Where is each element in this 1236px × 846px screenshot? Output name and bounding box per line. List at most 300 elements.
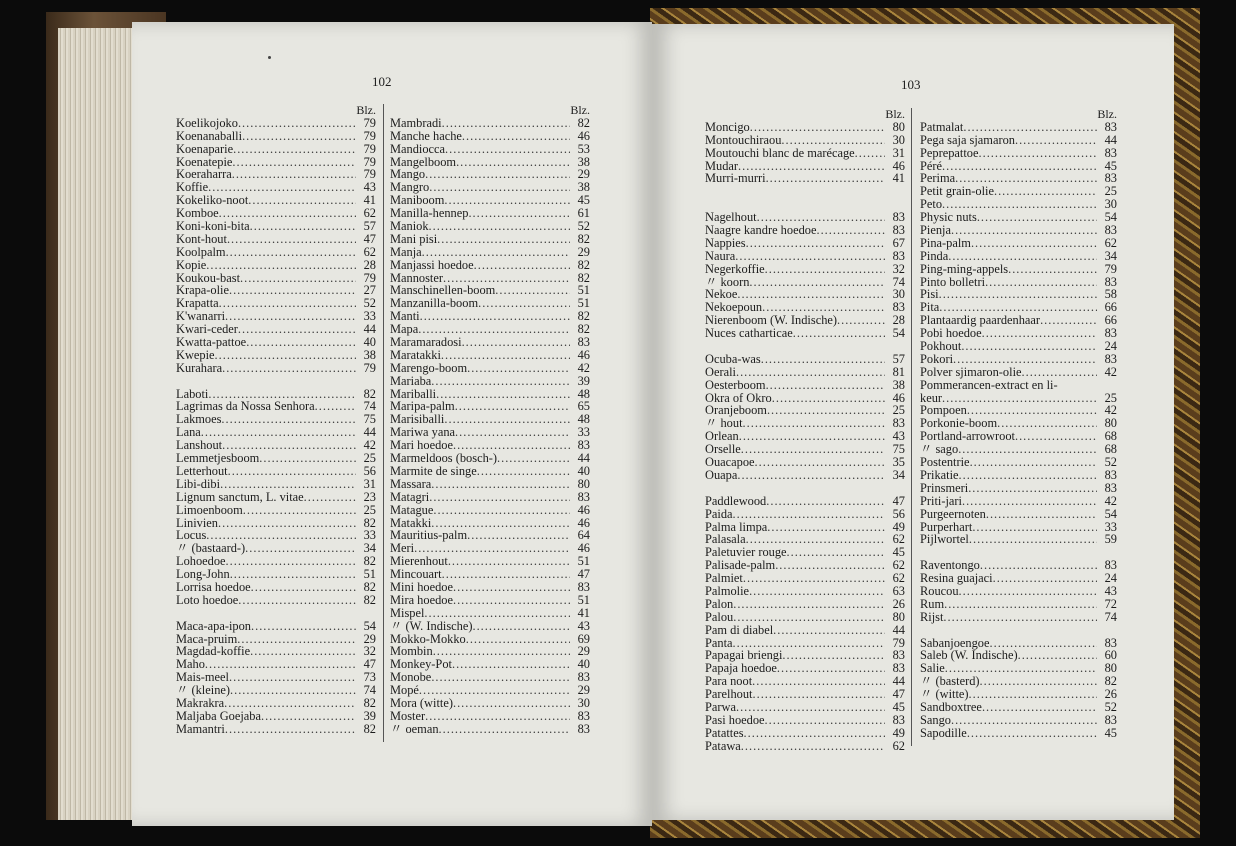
entry-term: Kont-hout [176, 231, 227, 246]
entry-term: Manche hache [390, 128, 462, 143]
leader-dots [453, 581, 570, 594]
leader-dots [224, 697, 356, 710]
entry-term: Nagelhout [705, 210, 757, 225]
entry-page: 38 [577, 154, 590, 169]
entry-term: Mispel [390, 605, 425, 620]
entry-page: 53 [577, 141, 590, 156]
entry-page: 82 [577, 309, 590, 324]
entry-page: 82 [363, 579, 376, 594]
entry-page: 44 [892, 622, 905, 637]
entry-term: Moutouchi blanc de marécage [705, 145, 855, 160]
index-entry [390, 310, 590, 323]
leader-dots [982, 327, 1097, 340]
entry-page: 52 [1104, 699, 1117, 714]
entry-page: 64 [577, 528, 590, 543]
leader-dots [767, 404, 885, 417]
entry-term: Manjassi hoedoe [390, 257, 474, 272]
entry-page: 30 [1104, 197, 1117, 212]
entry-page: 45 [1104, 725, 1117, 740]
index-entry [176, 349, 376, 362]
entry-page: 25 [1104, 390, 1117, 405]
entry-page: 51 [577, 296, 590, 311]
entry-term: Orlean [705, 429, 739, 444]
index-entry [920, 250, 1117, 263]
column-divider [383, 104, 384, 742]
leader-dots [467, 529, 570, 542]
entry-page: 48 [577, 412, 590, 427]
index-entry [176, 594, 376, 607]
leader-dots [431, 671, 570, 684]
entry-term: Prikatie [920, 467, 959, 482]
entry-term: Lignum sanctum, L. vitae [176, 489, 304, 504]
index-entry [920, 611, 1117, 624]
leader-dots [749, 585, 885, 598]
entry-term: Roucou [920, 583, 959, 598]
entry-term: 〃 (witte) [920, 687, 969, 702]
index-entry [176, 465, 376, 478]
leader-dots [765, 263, 885, 276]
entry-page: 83 [892, 661, 905, 676]
entry-page: 39 [363, 708, 376, 723]
entry-term: Nappies [705, 235, 746, 250]
entry-page: 42 [1104, 364, 1117, 379]
leader-dots [1022, 366, 1097, 379]
index-entry [920, 585, 1117, 598]
entry-term: Paida [705, 506, 733, 521]
entry-page: 44 [1104, 132, 1117, 147]
leader-dots [781, 134, 885, 147]
entry-page: 83 [892, 300, 905, 315]
leader-dots [959, 585, 1097, 598]
leader-dots [736, 701, 885, 714]
index-entry [390, 336, 590, 349]
index-entry [176, 491, 376, 504]
entry-page: 46 [577, 515, 590, 530]
leader-dots [1015, 134, 1097, 147]
leader-dots [420, 310, 570, 323]
entry-term: Palmolie [705, 583, 750, 598]
entry-page: 41 [363, 193, 376, 208]
index-entry [390, 117, 590, 130]
entry-term: Mora (witte) [390, 695, 453, 710]
entry-term: Matakki [390, 515, 432, 530]
entry-page: 51 [577, 283, 590, 298]
index-entry [176, 607, 376, 620]
index-entry [176, 504, 376, 517]
entry-page: 61 [577, 206, 590, 221]
leader-dots [962, 495, 1097, 508]
entry-page: 51 [363, 567, 376, 582]
leader-dots [232, 156, 356, 169]
leader-dots [787, 546, 885, 559]
leader-dots [743, 572, 885, 585]
index-column-2 [390, 104, 590, 736]
entry-term: Libi-dibi [176, 476, 221, 491]
entry-page: 34 [1104, 248, 1117, 263]
entry-term: Pienja [920, 223, 951, 238]
leader-dots [958, 443, 1097, 456]
index-entry [176, 130, 376, 143]
entry-term: Monobe [390, 670, 432, 685]
entry-term: Purperhart [920, 519, 973, 534]
leader-dots [741, 443, 885, 456]
entry-term: Pijlwortel [920, 532, 969, 547]
leader-dots [452, 658, 570, 671]
leader-dots [944, 598, 1097, 611]
entry-term: Marisiballi [390, 412, 445, 427]
entry-term: Naura [705, 248, 736, 263]
leader-dots [477, 465, 570, 478]
entry-term: Manschinellen-boom [390, 283, 496, 298]
leader-dots [225, 723, 356, 736]
leader-dots [752, 675, 885, 688]
leader-dots [782, 649, 885, 662]
entry-page: 83 [1104, 712, 1117, 727]
entry-page: 62 [363, 244, 376, 259]
leader-dots [455, 400, 570, 413]
entry-page: 80 [892, 119, 905, 134]
entry-page: 82 [363, 695, 376, 710]
entry-page: 44 [892, 674, 905, 689]
leader-dots [986, 508, 1097, 521]
entry-term: Koenatepie [176, 154, 233, 169]
entry-page: 52 [577, 219, 590, 234]
entry-term: Para noot [705, 674, 753, 689]
leader-dots [967, 727, 1097, 740]
entry-term: Pita [920, 300, 940, 315]
entry-term: Parelhout [705, 687, 753, 702]
entry-page: 83 [1104, 326, 1117, 341]
leader-dots [433, 504, 570, 517]
leader-dots [733, 508, 885, 521]
entry-page: 74 [1104, 609, 1117, 624]
leader-dots [495, 284, 570, 297]
index-entry [390, 620, 590, 633]
entry-term: Koenanaballi [176, 128, 243, 143]
entry-page: 38 [892, 377, 905, 392]
entry-term: Mierenhout [390, 554, 448, 569]
index-entry [705, 353, 905, 366]
index-entry [705, 121, 905, 134]
index-entry [705, 495, 905, 508]
entry-term: Lorrisa hoedoe [176, 579, 251, 594]
entry-page: 43 [1104, 583, 1117, 598]
leader-dots [232, 168, 356, 181]
entry-term: Manilla-hennep [390, 206, 469, 221]
leader-dots [816, 224, 885, 237]
entry-term: Long-John [176, 567, 230, 582]
pencil-mark [268, 56, 271, 59]
entry-page: 74 [892, 274, 905, 289]
entry-page: 46 [577, 541, 590, 556]
entry-page: 80 [892, 609, 905, 624]
entry-term: Laboti [176, 386, 209, 401]
leader-dots [980, 559, 1097, 572]
entry-term: Mombin [390, 644, 433, 659]
leader-dots [1018, 649, 1097, 662]
leader-dots [238, 323, 356, 336]
index-entry [705, 508, 905, 521]
entry-page: 31 [363, 476, 376, 491]
leader-dots [837, 314, 885, 327]
index-entry [705, 624, 905, 637]
entry-term: Pam di diabel [705, 622, 774, 637]
entry-term: Koukou-bast [176, 270, 241, 285]
entry-term: Letterhout [176, 463, 228, 478]
entry-term: Mangro [390, 180, 430, 195]
leader-dots [994, 185, 1097, 198]
index-entry [176, 143, 376, 156]
entry-term: 〃 koorn [705, 274, 750, 289]
leader-dots [245, 542, 356, 555]
leader-dots [431, 478, 570, 491]
leader-dots [437, 233, 570, 246]
entry-page: 82 [577, 257, 590, 272]
leader-dots [425, 710, 570, 723]
entry-term: Papaja hoedoe [705, 661, 777, 676]
entry-term: Mambradi [390, 115, 442, 130]
entry-term: Plantaardig paardenhaar [920, 313, 1041, 328]
entry-page: 46 [892, 158, 905, 173]
entry-page: 68 [1104, 442, 1117, 457]
index-entry [920, 598, 1117, 611]
entry-term: Rum [920, 596, 945, 611]
entry-page: 63 [892, 583, 905, 598]
entry-term: Mira hoedoe [390, 592, 453, 607]
leader-dots [448, 555, 570, 568]
leader-dots [226, 555, 356, 568]
leader-dots [442, 117, 570, 130]
entry-page: 57 [892, 351, 905, 366]
entry-page: 33 [1104, 519, 1117, 534]
leader-dots [943, 611, 1097, 624]
entry-term: Negerkoffie [705, 261, 765, 276]
index-entry [705, 598, 905, 611]
entry-term: Mincouart [390, 567, 442, 582]
index-column-4 [920, 108, 1117, 740]
entry-page: 82 [1104, 674, 1117, 689]
entry-page: 31 [892, 145, 905, 160]
leader-dots [753, 688, 886, 701]
leader-dots [951, 224, 1097, 237]
leader-dots [948, 250, 1097, 263]
entry-page: 51 [577, 592, 590, 607]
entry-term: Nekoepoun [705, 300, 763, 315]
entry-term: Maho [176, 657, 205, 672]
index-entry [176, 452, 376, 465]
entry-term: Papagai briengi [705, 648, 783, 663]
leader-dots [233, 143, 356, 156]
entry-page: 49 [892, 519, 905, 534]
entry-page: 83 [892, 712, 905, 727]
leader-dots [761, 353, 885, 366]
index-entry [390, 130, 590, 143]
leader-dots [735, 250, 885, 263]
index-entry [705, 740, 905, 753]
leader-dots [201, 426, 356, 439]
entry-page: 79 [363, 270, 376, 285]
entry-page: 32 [892, 261, 905, 276]
entry-page: 40 [577, 657, 590, 672]
index-entry [176, 645, 376, 658]
entry-term: Maripa-palm [390, 399, 455, 414]
leader-dots [765, 714, 885, 727]
entry-page: 83 [577, 721, 590, 736]
leader-dots [228, 465, 356, 478]
leader-dots [982, 701, 1097, 714]
entry-page: 38 [577, 180, 590, 195]
leader-dots [429, 491, 570, 504]
leader-dots [969, 688, 1097, 701]
entry-term: Naagre kandre hoedoe [705, 223, 817, 238]
entry-page: 62 [892, 558, 905, 573]
entry-page: 39 [577, 373, 590, 388]
entry-term: Lohoedoe [176, 554, 226, 569]
entry-page: 79 [363, 154, 376, 169]
index-entry [705, 366, 905, 379]
leader-dots [251, 620, 356, 633]
index-entry [705, 727, 905, 740]
entry-page: 62 [1104, 235, 1117, 250]
entry-term: Mariaba [390, 373, 432, 388]
entry-term: Moster [390, 708, 426, 723]
index-entry [390, 233, 590, 246]
column-header: Blz. [356, 103, 376, 117]
entry-page: 34 [363, 541, 376, 556]
index-entry [920, 340, 1117, 353]
entry-term: Koenaparie [176, 141, 234, 156]
index-entry [176, 246, 376, 259]
leader-dots [1040, 314, 1097, 327]
entry-page: 56 [363, 463, 376, 478]
entry-term: Mapa [390, 322, 419, 337]
index-entry [920, 353, 1117, 366]
entry-term: Physic nuts [920, 210, 977, 225]
entry-term: Orselle [705, 442, 741, 457]
entry-term: Koelikojoko [176, 115, 238, 130]
index-entry [176, 723, 376, 736]
entry-term: Mannoster [390, 270, 443, 285]
entry-term: Manzanilla-boom [390, 296, 479, 311]
index-entry [705, 263, 905, 276]
index-entry [705, 611, 905, 624]
leader-dots [229, 671, 356, 684]
leader-dots [206, 259, 356, 272]
entry-term: Sango [920, 712, 951, 727]
entry-page: 83 [577, 670, 590, 685]
entry-term: Manja [390, 244, 422, 259]
index-entry [390, 465, 590, 478]
index-entry [705, 585, 905, 598]
entry-term: Limoenboom [176, 502, 243, 517]
entry-page: 79 [363, 360, 376, 375]
index-entry [390, 594, 590, 607]
entry-term: Pokhout [920, 339, 962, 354]
entry-term: 〃 (basterd) [920, 674, 980, 689]
index-entry [176, 620, 376, 633]
entry-page: 40 [577, 463, 590, 478]
leader-dots [429, 181, 570, 194]
index-entry [390, 671, 590, 684]
leader-dots [953, 353, 1097, 366]
entry-page: 38 [363, 347, 376, 362]
entry-term: Lagrimas da Nossa Senhora [176, 399, 315, 414]
index-entry [390, 607, 590, 620]
entry-page: 74 [363, 683, 376, 698]
index-column-1 [176, 104, 376, 736]
leader-dots [226, 246, 356, 259]
entry-term: Palma limpa [705, 519, 768, 534]
leader-dots [456, 156, 570, 169]
leader-dots [259, 452, 356, 465]
entry-page: 59 [1104, 532, 1117, 547]
index-entry [390, 246, 590, 259]
entry-page: 62 [363, 206, 376, 221]
entry-page: 56 [892, 506, 905, 521]
entry-term: Maniboom [390, 193, 445, 208]
entry-page: 83 [1104, 274, 1117, 289]
entry-term: Kokeliko-noot [176, 193, 249, 208]
entry-term: Marmeldoos (bosch-) [390, 451, 498, 466]
entry-term: Péré [920, 158, 943, 173]
entry-term: Sandboxtree [920, 699, 982, 714]
entry-term: Lana [176, 425, 201, 440]
index-entry [920, 533, 1117, 546]
leader-dots [422, 246, 570, 259]
entry-page: 82 [577, 115, 590, 130]
entry-page: 48 [577, 386, 590, 401]
entry-term: Lanshout [176, 438, 223, 453]
index-entry [176, 413, 376, 426]
entry-term: 〃 (W. Indische) [390, 618, 473, 633]
entry-term: Kwatta-pattoe [176, 335, 247, 350]
index-entry [920, 121, 1117, 134]
leader-dots [248, 194, 356, 207]
entry-page: 82 [363, 554, 376, 569]
index-entry [920, 495, 1117, 508]
entry-term: Lemmetjesboom [176, 451, 260, 466]
entry-term: Palou [705, 609, 734, 624]
entry-page: 41 [577, 605, 590, 620]
entry-page: 46 [577, 347, 590, 362]
entry-page: 30 [892, 132, 905, 147]
leader-dots [467, 362, 570, 375]
index-entry [390, 143, 590, 156]
entry-term: Petit grain-olie [920, 184, 994, 199]
entry-term: Raventongo [920, 558, 980, 573]
entry-term: Pinda [920, 248, 949, 263]
leader-dots [468, 207, 570, 220]
entry-page: 80 [1104, 661, 1117, 676]
index-entry [390, 491, 590, 504]
entry-page: 83 [1104, 171, 1117, 186]
entry-term: Perima [920, 171, 956, 186]
entry-term: Locus [176, 528, 207, 543]
entry-term: Peto [920, 197, 943, 212]
leader-dots [743, 417, 885, 430]
index-entry [390, 697, 590, 710]
index-entry [920, 147, 1117, 160]
entry-page: 79 [1104, 261, 1117, 276]
entry-page: 49 [892, 725, 905, 740]
leader-dots [439, 723, 570, 736]
index-entry [390, 710, 590, 723]
leader-dots [251, 581, 356, 594]
entry-page: 35 [892, 455, 905, 470]
leader-dots [445, 143, 570, 156]
leader-dots [444, 413, 570, 426]
entry-term: Palasala [705, 532, 746, 547]
